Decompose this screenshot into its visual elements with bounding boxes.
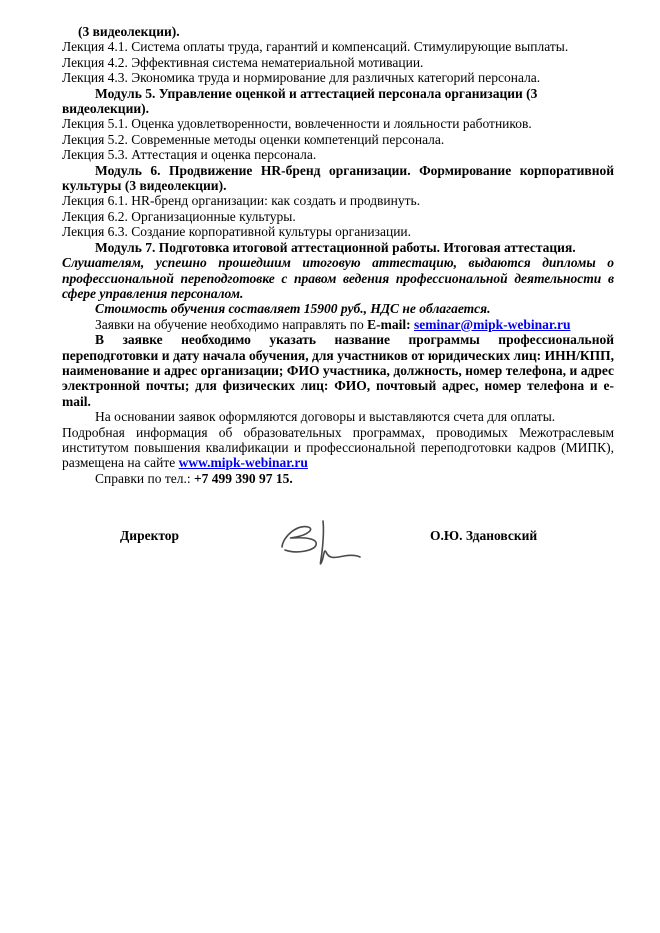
lecture-4-3: Лекция 4.3. Экономика труда и нормирование для различных категорий персонала. — [62, 70, 541, 86]
application-text: Заявки на обучение необходимо направлять по — [95, 316, 368, 332]
module4-videolectures-note: (3 видеолекции). — [78, 24, 180, 39]
lecture-4-1: Лекция 4.1. Система оплаты труда, гарантий и компенсаций. Стимулирующие выплаты. — [62, 39, 569, 55]
signature-name: О.Ю. Здановский — [430, 528, 538, 544]
module5-title: Модуль 5. Управление оценкой и аттестацией персонала организации (3 видеолекции). — [62, 85, 538, 117]
info-text: Подробная информация об образовательных программах, проводимых Межотраслевым институтом повышения квалификации и профессиональной переподготовки кадров (МИПК), размещена на сайте — [62, 424, 614, 471]
phone-label: Справки по тел.: — [95, 470, 194, 486]
module6-title: Модуль 6. Продвижение HR-бренд организации. Формирование корпоративной культуры (3 видеолекции). — [62, 162, 614, 194]
diploma-note: Слушателям, успешно прошедшим итоговую аттестацию, выдаются дипломы о профессиональной переподготовке с правом ведения профессиональной деятельности в сфере управления персоналом. — [62, 255, 614, 301]
signature-role: Директор — [120, 528, 180, 544]
price-note: Стоимость обучения составляет 15900 руб., НДС не облагается. — [95, 301, 491, 317]
application-line — [62, 317, 614, 332]
lecture-4-2: Лекция 4.2. Эффективная система нематериальной мотивации. — [62, 54, 424, 70]
signature-scribble — [274, 516, 370, 578]
lecture-5-1: Лекция 5.1. Оценка удовлетворенности, вовлеченности и лояльности работников. — [62, 116, 532, 132]
info-paragraph — [62, 425, 614, 471]
signature-block — [62, 516, 614, 586]
email-label: E-mail: — [367, 316, 415, 332]
lecture-5-2: Лекция 5.2. Современные методы оценки компетенций персонала. — [62, 131, 445, 147]
lecture-6-2: Лекция 6.2. Организационные культуры. — [62, 208, 296, 224]
website-link[interactable]: www.mipk-webinar.ru — [178, 455, 308, 471]
contracts-note: На основании заявок оформляются договоры и выставляются счета для оплаты. — [95, 409, 556, 425]
application-details: В заявке необходимо указать название программы профессиональной переподготовки и дату начала обучения, для участников от юридических лиц: ИНН/КПП, наименование и адрес организации; ФИО участника, должность, номер телефона, и адрес электронной почты; для физических лиц: ФИО, почтовый адрес, номер телефона и e-mail. — [62, 332, 614, 409]
lecture-5-3: Лекция 5.3. Аттестация и оценка персонала. — [62, 147, 317, 163]
phone-line — [62, 471, 614, 486]
lecture-6-3: Лекция 6.3. Создание корпоративной культуры организации. — [62, 224, 412, 240]
phone-number: +7 499 390 97 15. — [193, 470, 293, 486]
email-link[interactable]: seminar@mipk-webinar.ru — [414, 316, 571, 332]
lecture-6-1: Лекция 6.1. HR-бренд организации: как создать и продвинуть. — [62, 193, 421, 209]
module7-title: Модуль 7. Подготовка итоговой аттестационной работы. Итоговая аттестация. — [95, 239, 576, 255]
